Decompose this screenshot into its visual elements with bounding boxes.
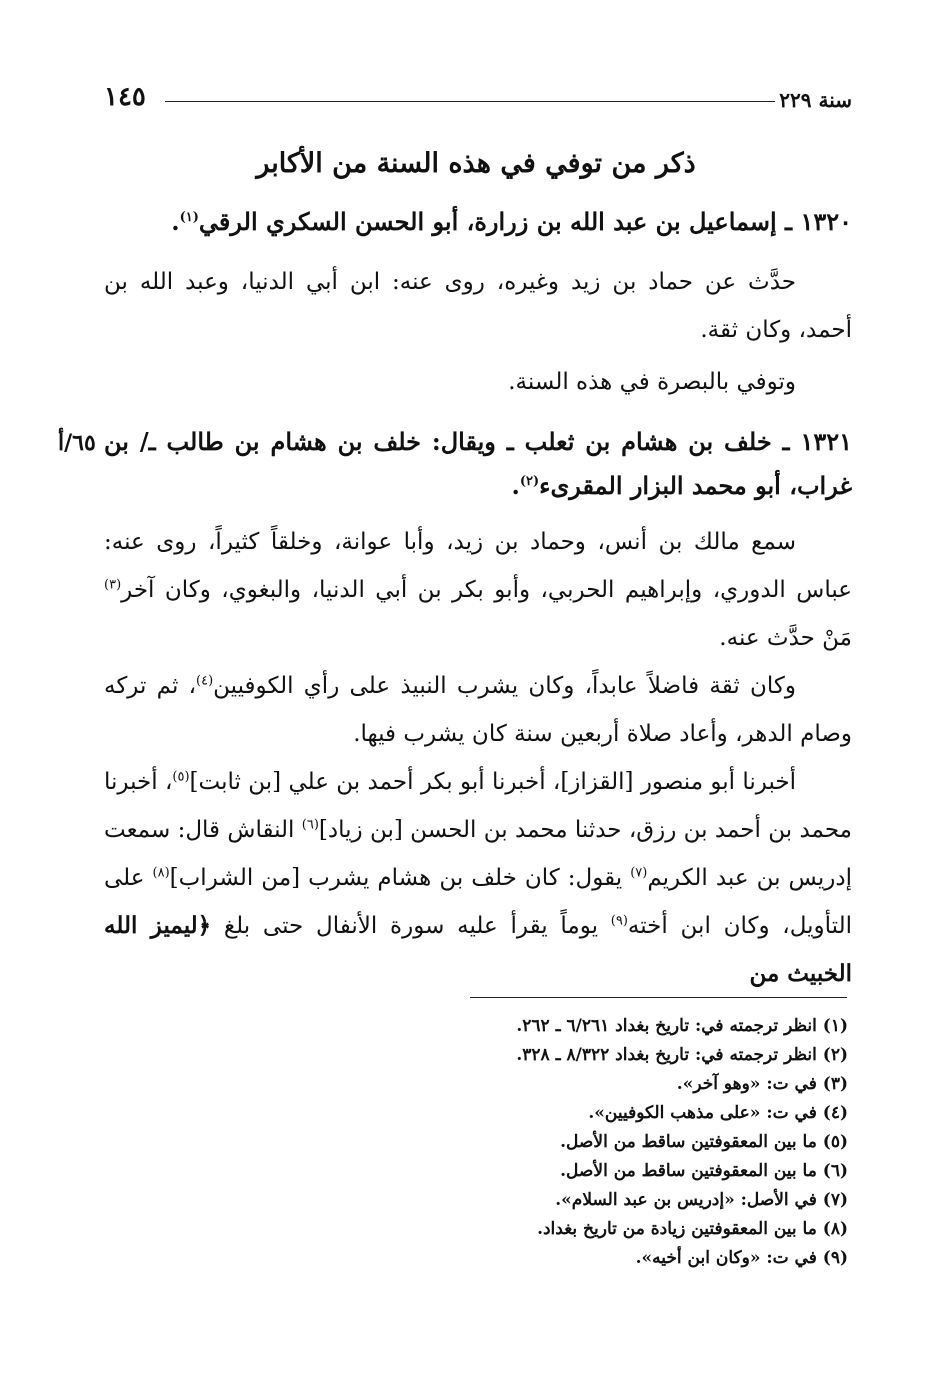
footnote-4: (٤) في ت: «على مذهب الكوفيين». [588,1103,848,1123]
entry-1321-paragraph-1: سمع مالك بن أنس، وحماد بن زيد، وأبا عوانة، وخلقاً كثيراً، روى عنه: عباس الدوري، وإبراهيم الحربي، وأبو بكر بن أبي الدنيا، والبغوي، وكان آخر$^{(٣)}$ مَنْ حدَّث عنه. [104,529,852,651]
footnote-ref-2: (٢) [519,474,540,489]
footnote-9: (٩) في ت: «وكان ابن أخيه». [635,1248,848,1268]
entry-1320-paragraph-2: وتوفي بالبصرة في هذه السنة. [508,369,796,395]
footnote-5: (٥) ما بين المعقوفتين ساقط من الأصل. [560,1132,848,1152]
footnote-3: (٣) في ت: «وهو آخر». [676,1074,848,1094]
entry-1320-paragraph-1: حدَّث عن حماد بن زيد وغيره، روى عنه: ابن أبي الدنيا، وعبد الله بن أحمد، وكان ثقة. [104,269,852,343]
footnote-ref-4: (٤) [196,673,214,689]
footnotes [516,1012,848,1273]
footnote-ref-5: (٥) [172,769,190,785]
entry-1321-paragraph-3: أخبرنا أبو منصور [القزاز]، أخبرنا أبو بكر أحمد بن علي [بن ثابت]$^{(٥)}$، أخبرنا محمد بن أحمد بن رزق، حدثنا محمد بن الحسن [بن زياد]$^{(٦)}$ النقاش قال: سمعت إدريس بن عبد الكريم$^{(٧)}$ يقول: كان خلف بن هشام يشرب [من الشراب]$^{(٨)}$ على التأويل، وكان ابن أخته$^{(٩)}$ يوماً يقرأ عليه سورة الأنفال حتى بلغ ﴿ليميز الله الخبيث من [104,769,853,987]
section-title: ذكر من توفي في هذه السنة من الأكابر [256,148,696,179]
entry-1321-paragraph-2: وكان ثقة فاضلاً عابداً، وكان يشرب النبيذ على رأي الكوفيين$^{(٤)}$، ثم تركه وصام الدهر، وأعاد صلاة أربعين سنة كان يشرب فيها. [104,673,852,747]
footnote-6: (٦) ما بين المعقوفتين ساقط من الأصل. [560,1161,848,1181]
footnote-ref-7: (٧) [630,865,648,881]
footnote-7: (٧) في الأصل: «إدريس بن عبد السلام». [555,1190,848,1210]
footnote-1: (١) انظر ترجمته في: تاريخ بغداد ٦/٢٦١ ـ ٢٦٢. [516,1016,848,1036]
footnote-ref-9: (٩) [610,913,628,929]
footnote-ref-3: (٣) [104,577,122,593]
header-rule [165,101,775,102]
entry-1320-title: ١٣٢٠ ـ إسماعيل بن عبد الله بن زرارة، أبو الحسن السكري الرقي$^{(١)}$. [171,207,852,236]
entry-1321-title: ١٣٢١ ـ خلف بن هشام بن ثعلب ـ ويقال: خلف بن هشام بن طالب ـ/ بن غراب، أبو محمد البزار المقرىء$^{(٢)}$. [104,427,852,500]
margin-folio-note: ٦٥/أ [58,430,96,456]
footnote-8: (٨) ما بين المعقوفتين زيادة من تاريخ بغداد. [537,1219,848,1239]
footnote-rule [470,997,847,998]
quran-quote: ﴿ليميز الله الخبيث من [104,912,852,987]
running-title: سنة ٢٢٩ [779,88,852,112]
page-number: ١٤٥ [104,82,146,112]
footnote-2: (٢) انظر ترجمته في: تاريخ بغداد ٨/٣٢٢ ـ ٣٢٨. [516,1045,848,1065]
footnote-ref-1: (١) [179,210,199,225]
footnote-ref-6: (٦) [301,817,319,833]
footnote-ref-8: (٨) [152,865,170,881]
